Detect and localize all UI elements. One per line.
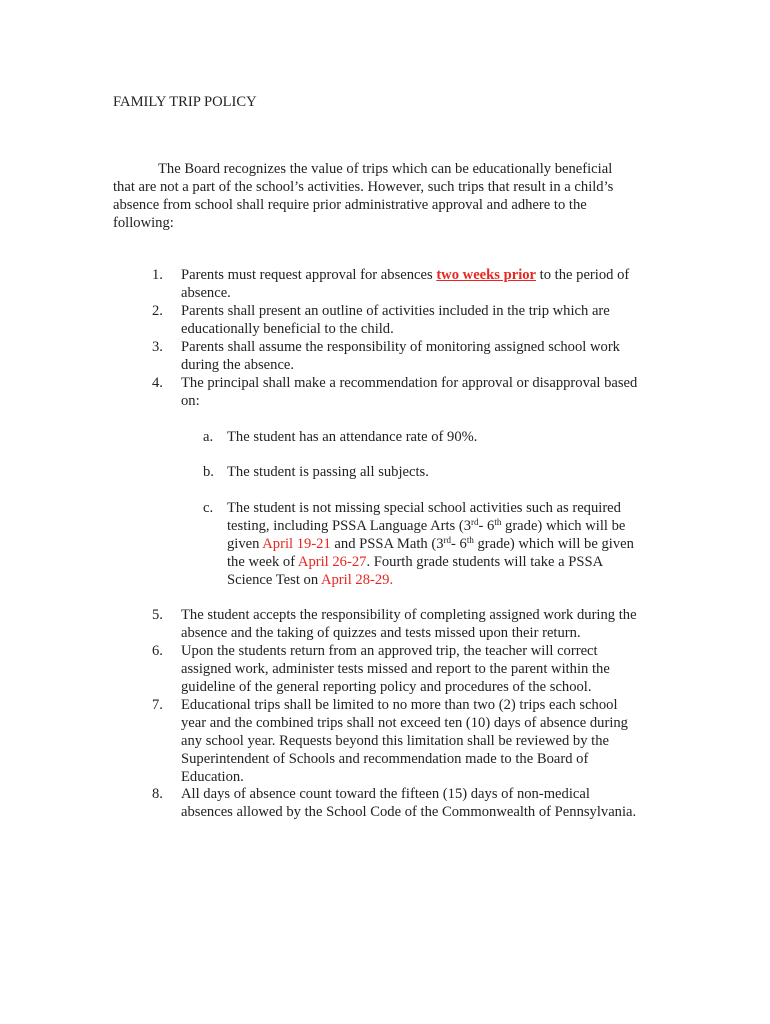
criterion-segment: Science Test on	[227, 572, 321, 588]
item-line: guideline of the general reporting policy and procedures of the school.	[181, 679, 592, 695]
criterion-line	[227, 553, 667, 571]
item-line: year and the combined trips shall not exceed ten (10) days of absence during	[181, 715, 628, 731]
math-test-dates: April 26-27	[297, 554, 367, 570]
criterion-line: The student is not missing special school activities such as required	[227, 500, 621, 516]
ordinal-suffix: th	[466, 535, 474, 545]
criterion-segment: grade) which will be	[501, 518, 626, 534]
item-number: 8.	[152, 786, 163, 802]
intro-line: following:	[113, 215, 174, 231]
criterion-segment: - 6	[478, 518, 495, 534]
criterion-line	[227, 517, 667, 535]
item-text	[181, 606, 671, 642]
item-line: Educational trips shall be limited to no more than two (2) trips each school	[181, 697, 618, 713]
item-number: 2.	[152, 303, 163, 319]
criterion-line	[227, 535, 667, 553]
item-line: assigned work, administer tests missed and report to the parent within the	[181, 661, 610, 677]
criterion-segment: . Fourth grade students will take a PSSA	[366, 554, 604, 570]
criterion-segment: given	[227, 536, 263, 552]
criterion-segment: grade) which will be given	[473, 536, 634, 552]
document-title: FAMILY TRIP POLICY	[113, 94, 257, 110]
item-line: educationally beneficial to the child.	[181, 321, 394, 337]
item-line: Superintendent of Schools and recommendation made to the Board of	[181, 751, 589, 767]
item-line: Education.	[181, 769, 244, 785]
item-text	[181, 785, 671, 821]
item-line: Upon the students return from an approved trip, the teacher will correct	[181, 643, 598, 659]
item-number: 3.	[152, 339, 163, 355]
intro-line: The Board recognizes the value of trips which can be educationally beneficial	[158, 161, 613, 177]
item-line: The principal shall make a recommendation for approval or disapproval based	[181, 375, 638, 391]
criterion-letter: a.	[203, 429, 214, 445]
criterion-segment: the week of	[227, 554, 298, 570]
item-line: All days of absence count toward the fifteen (15) days of non-medical	[181, 786, 590, 802]
criterion-line	[227, 571, 667, 589]
ordinal-suffix: rd	[471, 517, 479, 527]
item-text	[181, 696, 671, 786]
item-text	[181, 642, 671, 696]
ordinal-suffix: th	[494, 517, 502, 527]
intro-line: absence from school shall require prior administrative approval and adhere to the	[113, 197, 587, 213]
item-line: absence and the taking of quizzes and tests missed upon their return.	[181, 625, 581, 641]
intro-paragraph	[113, 160, 653, 232]
criterion-segment: - 6	[451, 536, 467, 552]
item-line: Parents shall present an outline of activities included in the trip which are	[181, 303, 610, 319]
item-line: The student accepts the responsibility of completing assigned work during the	[181, 607, 637, 623]
criterion-segment: and PSSA Math (3	[330, 536, 444, 552]
item-text	[181, 302, 671, 338]
criterion-letter: b.	[203, 464, 214, 480]
criterion-line: The student has an attendance rate of 90%.	[227, 429, 478, 445]
criterion-segment: testing, including PSSA Language Arts (3	[227, 518, 472, 534]
criterion-segment: .	[389, 572, 394, 588]
intro-line: that are not a part of the school’s activities. However, such trips that result in a child’s	[113, 179, 614, 195]
item-number: 4.	[152, 375, 163, 391]
item-text	[181, 338, 671, 374]
item-line: absence.	[181, 285, 231, 301]
criterion-text	[227, 428, 667, 446]
item-line: during the absence.	[181, 357, 295, 373]
two-weeks-prior-highlight: two weeks prior	[436, 267, 537, 283]
item-text-segment: to the period of	[536, 267, 630, 283]
item-number: 7.	[152, 697, 163, 713]
item-line: absences allowed by the School Code of the Commonwealth of Pennsylvania.	[181, 804, 637, 820]
item-line	[181, 266, 671, 284]
criterion-text	[227, 499, 667, 589]
ordinal-suffix: rd	[443, 535, 451, 545]
item-line: Parents shall assume the responsibility of monitoring assigned school work	[181, 339, 620, 355]
item-text-segment: Parents must request approval for absences	[181, 267, 437, 283]
language-arts-test-dates: April 19-21	[262, 536, 331, 552]
criterion-letter: c.	[203, 500, 214, 516]
item-text	[181, 266, 671, 302]
item-text	[181, 374, 671, 410]
item-line: any school year. Requests beyond this limitation shall be reviewed by the	[181, 733, 609, 749]
item-number: 6.	[152, 643, 163, 659]
criterion-text	[227, 463, 667, 481]
item-number: 1.	[152, 267, 163, 283]
science-test-dates: April 28-29	[320, 572, 390, 588]
criterion-line: The student is passing all subjects.	[227, 464, 429, 480]
item-line: on:	[181, 393, 200, 409]
item-number: 5.	[152, 607, 163, 623]
